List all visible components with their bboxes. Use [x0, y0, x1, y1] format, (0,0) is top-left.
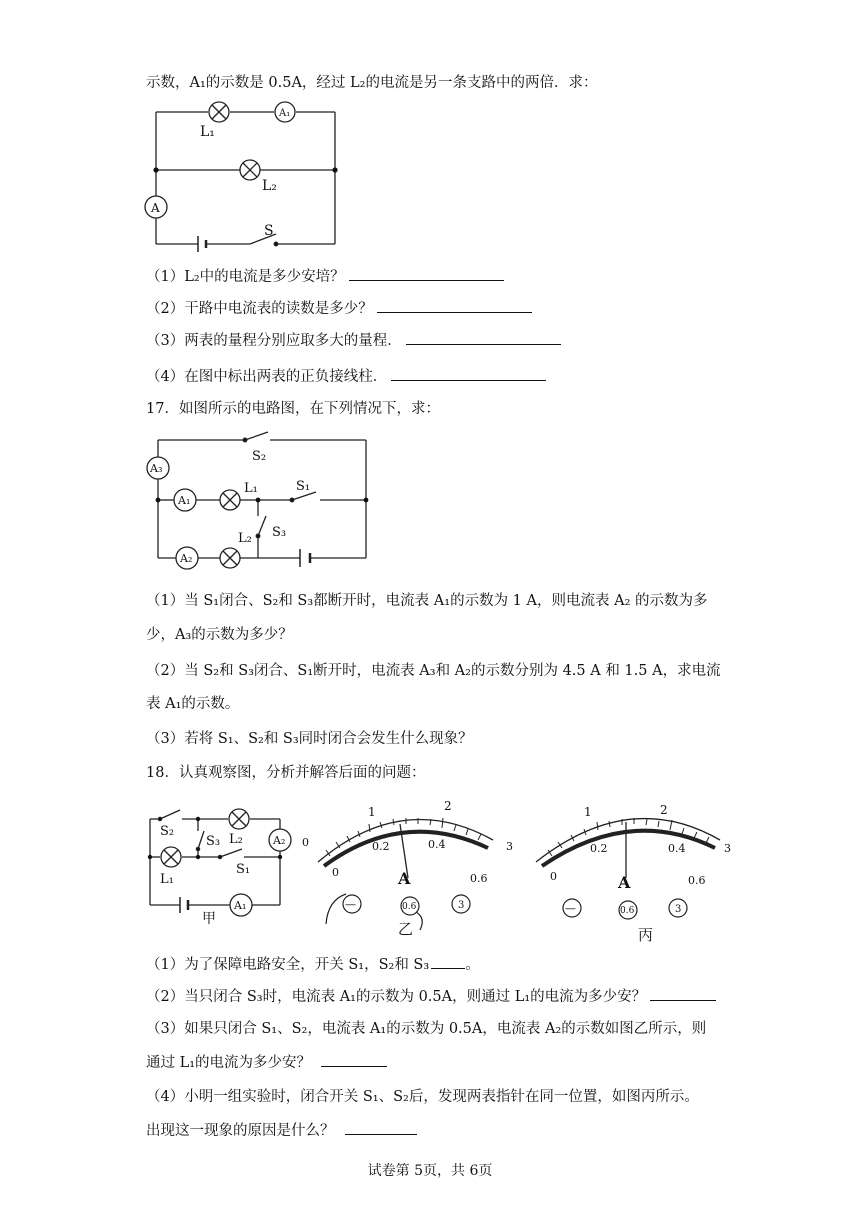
scale-bottom-06: 0.6 [470, 872, 488, 885]
q17-item-2b: 表 A₁的示数。 [146, 696, 240, 712]
unit-a: A [398, 869, 411, 888]
battery-icon [198, 236, 206, 252]
lamp-l2-icon [220, 548, 240, 568]
scale-mid-02: 0.2 [590, 842, 608, 855]
lamp-l1-icon [209, 102, 229, 122]
scale-mid-02: 0.2 [372, 840, 390, 853]
svg-text:—: — [345, 898, 356, 911]
answer-blank[interactable] [406, 330, 561, 345]
svg-text:—: — [565, 902, 576, 915]
q18-item-1: （1）为了保障电路安全，开关 S₁，S₂和 S₃ 。 [146, 954, 480, 976]
label-l2: L₂ [238, 531, 252, 546]
scale-top-2: 2 [660, 803, 668, 817]
scale-top-2: 2 [444, 799, 452, 813]
answer-blank[interactable] [321, 1052, 387, 1067]
q18-item-4b: 出现这一现象的原因是什么？ [146, 1120, 417, 1142]
svg-text:3: 3 [458, 900, 465, 911]
lamp-l1-icon [220, 490, 240, 510]
caption-bing: 丙 [638, 926, 654, 944]
q17-item-2a: （2）当 S₂和 S₃闭合、S₁断开时，电流表 A₃和 A₂的示数分别为 4.5 A 和 1.5 A，求电流 [146, 663, 721, 679]
svg-text:3: 3 [675, 904, 682, 915]
label-a1: A₁ [279, 108, 291, 119]
label-s: S [264, 223, 274, 239]
q16-item-4: （4）在图中标出两表的正负接线柱． [146, 366, 546, 388]
q17-title: 17．如图所示的电路图，在下列情况下，求： [146, 401, 440, 417]
label-s1: S₁ [296, 479, 311, 494]
label-s2: S₂ [160, 824, 175, 839]
switch-s1-icon [218, 849, 242, 859]
label-a1: A₁ [178, 494, 191, 507]
switch-s3-icon [256, 516, 266, 538]
q16-item-1: （1）L₂中的电流是多少安培？ [146, 266, 504, 288]
q18-item-3b: 通过 L₁的电流为多少安？ [146, 1052, 387, 1074]
answer-blank[interactable] [391, 366, 546, 381]
scale-bottom-0: 0 [550, 870, 557, 883]
scale-edge-3: 3 [724, 842, 731, 855]
switch-s2-icon [243, 432, 268, 442]
q18-circuit-jia [146, 805, 296, 930]
scale-top-1: 1 [368, 805, 376, 819]
q17-item-1b: 少，A₃的示数为多少？ [146, 627, 293, 643]
label-a2: A₂ [180, 552, 193, 565]
svg-text:0.6: 0.6 [620, 906, 635, 916]
lamp-l2-icon [229, 809, 249, 829]
switch-s3-icon [196, 831, 204, 851]
scale-bottom-06: 0.6 [688, 874, 706, 887]
scale-mid-04: 0.4 [428, 838, 446, 851]
battery-icon [180, 897, 188, 913]
answer-blank[interactable] [345, 1120, 417, 1135]
label-s1: S₁ [236, 862, 251, 877]
label-l1: L₁ [200, 124, 215, 140]
label-a3: A₃ [150, 462, 163, 475]
label-s3: S₃ [272, 525, 287, 540]
label-a1: A₁ [234, 899, 247, 912]
switch-s2-icon [158, 810, 180, 821]
q18-meter-yi [298, 790, 528, 940]
answer-blank[interactable] [377, 298, 532, 313]
answer-blank[interactable] [431, 954, 465, 969]
scale-top-1: 1 [584, 805, 592, 819]
q18-item-3a: （3）如果只闭合 S₁、S₂，电流表 A₁的示数为 0.5A，电流表 A₂的示数如图乙所示，则 [146, 1021, 707, 1037]
q16-circuit-figure [140, 100, 350, 250]
q18-item-2: （2）当只闭合 S₃时，电流表 A₁的示数为 0.5A，则通过 L₁的电流为多少安？ [146, 986, 716, 1008]
caption-yi: 乙 [398, 920, 414, 938]
lamp-l1-icon [161, 847, 181, 867]
q18-item-4a: （4）小明一组实验时，闭合开关 S₁、S₂后，发现两表指针在同一位置，如图丙所示。 [146, 1089, 699, 1105]
q18-title: 18．认真观察图，分析并解答后面的问题： [146, 765, 426, 781]
q16-item-2: （2）干路中电流表的读数是多少？ [146, 298, 532, 320]
label-l1: L₁ [244, 481, 258, 496]
answer-blank[interactable] [349, 266, 504, 281]
lamp-l2-icon [240, 160, 260, 180]
label-a: A [151, 201, 160, 215]
battery-icon [300, 549, 310, 567]
label-l2: L₂ [229, 832, 243, 847]
q17-item-1a: （1）当 S₁闭合、S₂和 S₃都断开时，电流表 A₁的示数为 1 A，则电流表 A₂ 的示数为多 [146, 593, 708, 609]
label-l2: L₂ [262, 178, 277, 194]
scale-edge-3: 3 [506, 840, 513, 853]
q17-circuit-figure [140, 430, 380, 575]
svg-text:0.6: 0.6 [402, 902, 417, 912]
scale-bottom-0: 0 [332, 866, 339, 879]
answer-blank[interactable] [650, 986, 716, 1001]
q16-item-3: （3）两表的量程分别应取多大的量程． [146, 330, 561, 352]
label-l1: L₁ [160, 872, 174, 887]
page-footer: 试卷第 5页，共 6页 [367, 1163, 493, 1179]
caption-jia: 甲 [202, 911, 216, 927]
q16-intro: 示数，A₁的示数是 0.5A，经过 L₂的电流是另一条支路中的两倍．求： [146, 75, 598, 91]
unit-a: A [618, 873, 631, 892]
q18-meter-bing [530, 790, 745, 945]
label-s3: S₃ [206, 834, 221, 849]
label-a2: A₂ [273, 834, 286, 847]
scale-edge-0: 0 [302, 836, 309, 849]
label-s2: S₂ [252, 449, 267, 464]
q17-item-3: （3）若将 S₁、S₂和 S₃同时闭合会发生什么现象？ [146, 731, 473, 747]
scale-mid-04: 0.4 [668, 842, 686, 855]
